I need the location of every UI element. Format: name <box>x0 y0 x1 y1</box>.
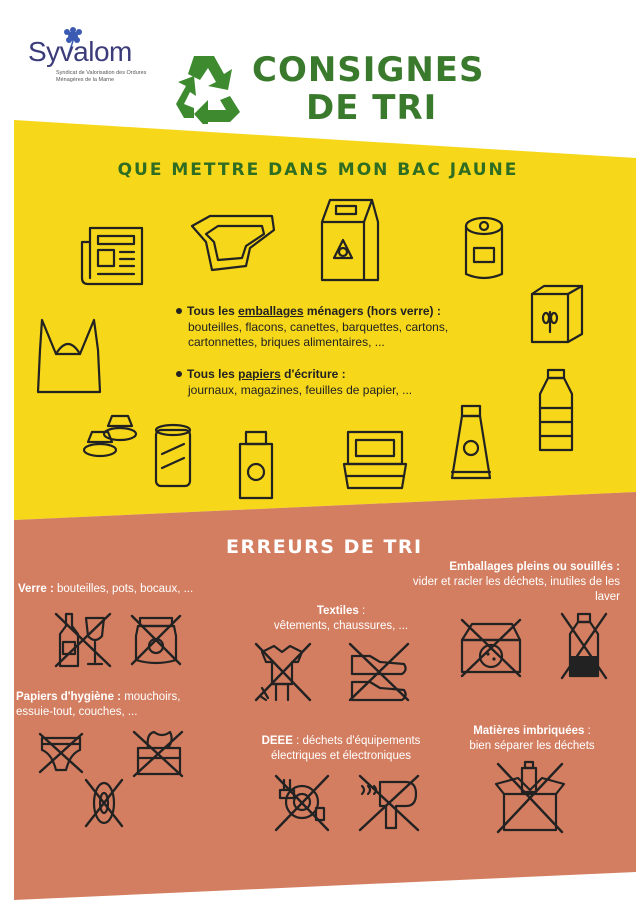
page-title-line2: DE TRI <box>306 88 438 128</box>
milk-carton-icon <box>316 196 382 284</box>
clothes-crossed-icon <box>252 640 314 704</box>
bullet2-suffix: d'écriture : <box>280 367 346 381</box>
error-textiles-label <box>256 604 426 634</box>
error-textiles-detail: vêtements, chaussures, ... <box>273 620 409 632</box>
newspaper-icon <box>78 222 146 288</box>
bullet-papers-heading <box>176 367 476 383</box>
coffee-capsules-icon <box>82 412 138 464</box>
error-soiled-title: Emballages pleins ou souillés : <box>449 561 620 573</box>
hairdryer-crossed-icon <box>356 772 422 834</box>
diaper-crossed-icon <box>36 730 86 776</box>
bullet1-prefix: Tous les <box>187 304 239 318</box>
bullet2-prefix: Tous les <box>187 367 239 381</box>
error-hygiene-title: Papiers d'hygiène : <box>16 691 121 703</box>
error-textiles-colon: : <box>358 605 366 617</box>
nested-box-crossed-icon <box>494 760 566 836</box>
clamshell-box-icon <box>340 424 410 496</box>
error-deee-detail: : déchets d'équipements électriques et électroniques <box>271 735 421 762</box>
error-textiles-title: Textiles <box>316 605 359 617</box>
water-bottle-icon <box>534 366 578 456</box>
cables-crossed-icon <box>272 772 332 834</box>
glass-jar-crossed-icon <box>128 612 184 668</box>
cereal-box-icon <box>528 282 592 346</box>
error-deee-label <box>246 734 436 764</box>
sanitary-pad-crossed-icon <box>82 776 126 830</box>
error-deee-title: DEEE <box>261 735 293 747</box>
error-nested-colon: : <box>584 725 591 737</box>
recycle-arrows-icon <box>164 52 244 124</box>
bullet-packaging <box>176 304 476 351</box>
yellow-bin-heading: QUE METTRE DANS MON BAC JAUNE <box>117 160 519 180</box>
bullet-papers-detail: journaux, magazines, feuilles de papier, ... <box>188 382 413 397</box>
error-glass-label <box>18 582 193 597</box>
plastic-bag-icon <box>34 316 104 398</box>
error-soiled-label <box>410 560 620 605</box>
error-nested-label <box>444 724 620 754</box>
error-glass-detail: bouteilles, pots, bocaux, ... <box>53 583 194 595</box>
error-hygiene-label <box>16 690 216 720</box>
brand-name: Syvalom <box>28 36 132 67</box>
shampoo-bottle-icon <box>232 428 282 502</box>
errors-heading: ERREURS DE TRI <box>226 536 423 558</box>
bullet-packaging-heading <box>176 304 476 320</box>
bullet1-keyword: emballages <box>238 304 304 318</box>
soda-can-icon <box>150 420 200 490</box>
glass-bottles-crossed-icon <box>52 610 114 670</box>
pizza-box-crossed-icon <box>458 616 524 680</box>
bullet1-suffix: ménagers (hors verre) : <box>303 304 441 318</box>
food-can-icon <box>460 214 516 282</box>
brand-tagline: Syndicat de Valorisation des Ordures Ménagères de la Marne <box>56 70 147 83</box>
tissue-box-crossed-icon <box>130 728 186 780</box>
bullet-dot <box>176 371 182 377</box>
bullet-dot <box>176 308 182 314</box>
error-nested-title: Matières imbriquées <box>473 725 585 737</box>
bullet-packaging-detail: bouteilles, flacons, canettes, barquettes, cartons, cartonnettes, briques alimentaires, ... <box>188 319 449 349</box>
error-soiled-detail: vider et racler les déchets, inutiles de les laver <box>412 576 620 603</box>
sneakers-crossed-icon <box>346 640 412 704</box>
bullet-papers <box>176 367 476 398</box>
error-hygiene-detail: mouchoirs, essuie-tout, couches, ... <box>16 691 181 718</box>
dirty-bottle-crossed-icon <box>558 610 610 682</box>
tube-icon <box>448 402 494 482</box>
bullet2-keyword: papiers <box>238 367 281 381</box>
error-glass-title: Verre : <box>18 583 54 595</box>
tray-icon <box>188 212 278 272</box>
error-textiles-title-line <box>256 604 426 619</box>
error-nested-detail: bien séparer les déchets <box>469 740 595 752</box>
page-title-line1: CONSIGNES <box>252 50 485 90</box>
